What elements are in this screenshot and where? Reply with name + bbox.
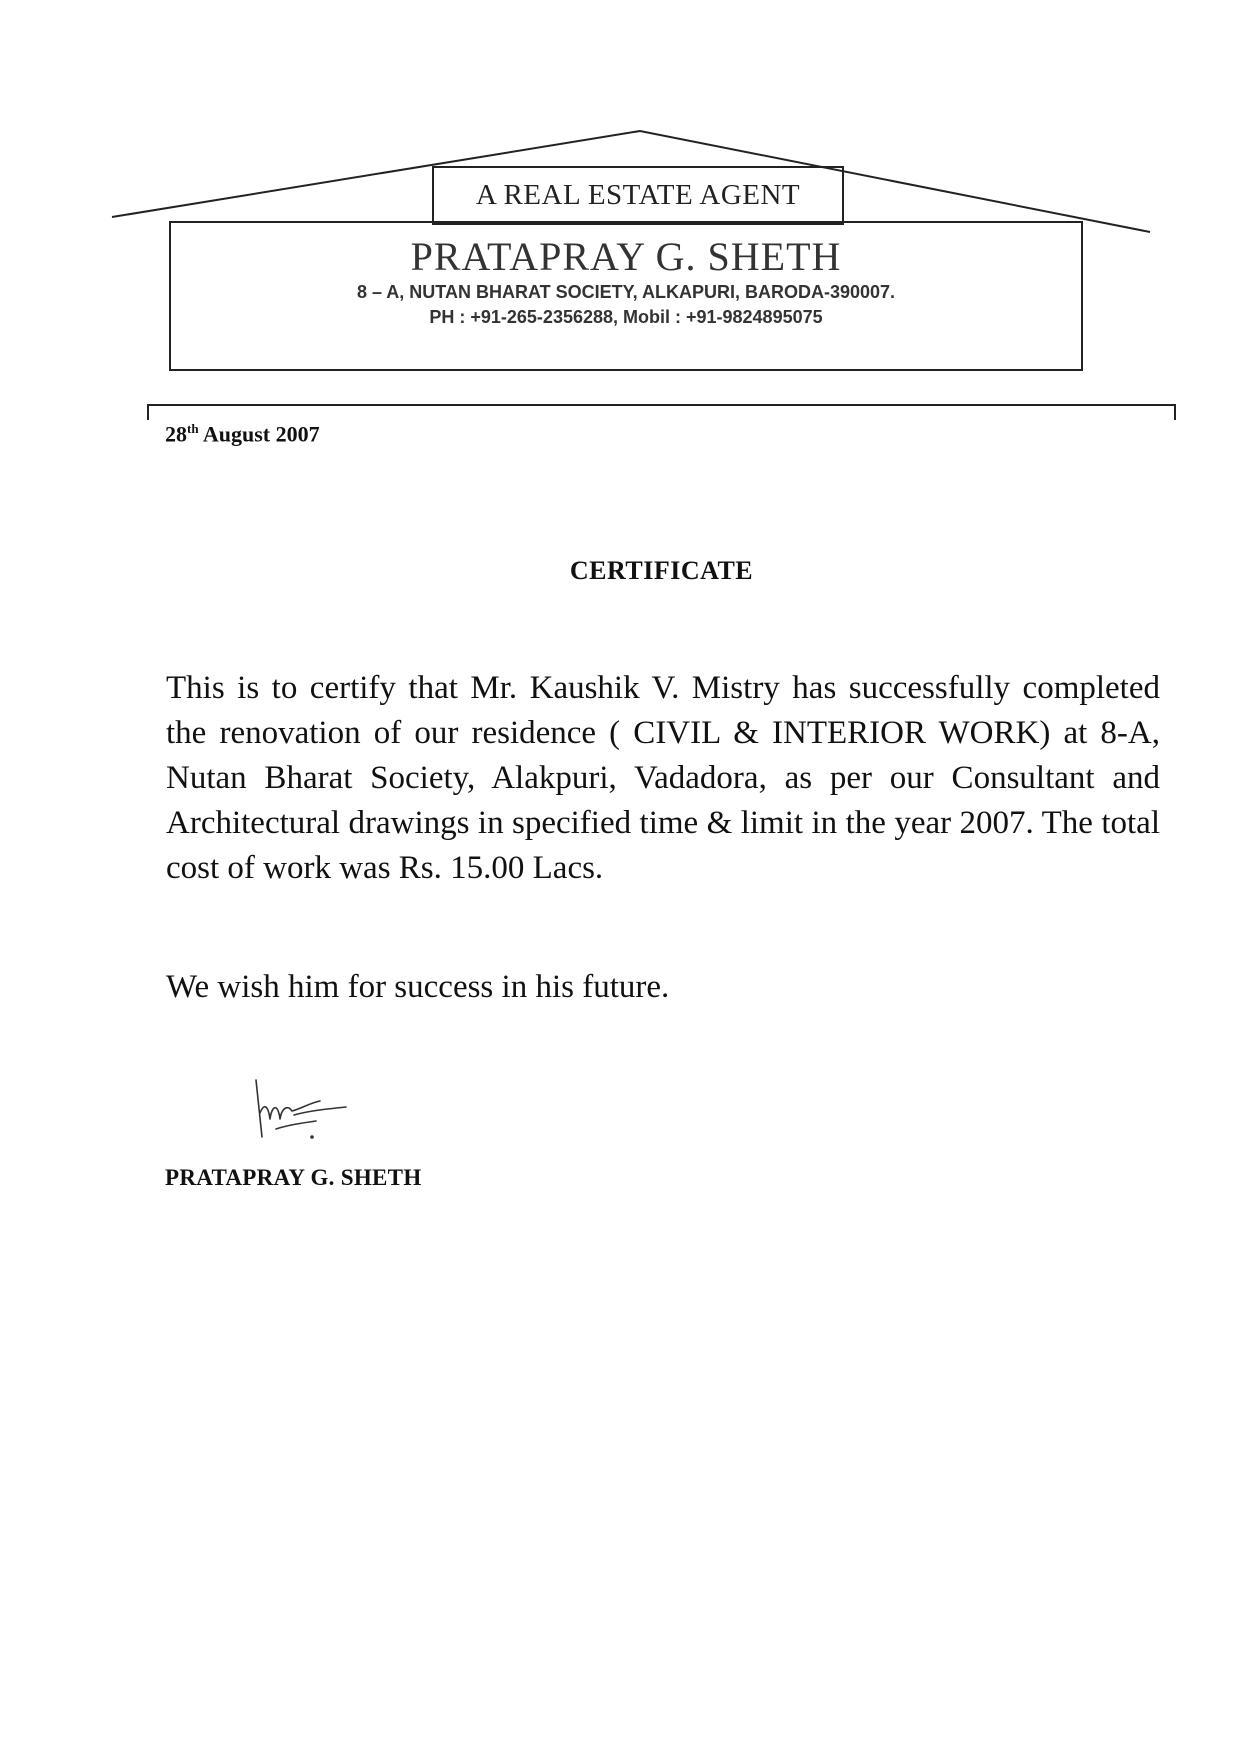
company-name: PRATAPRAY G. SHETH xyxy=(410,234,842,279)
date-day: 28 xyxy=(165,421,187,447)
certificate-body: This is to certify that Mr. Kaushik V. Mistry has successfully completed the renovation of our residence ( CIVIL & INTERIOR WORK) at 8-A, Nutan Bharat Society, Alakpuri, Vadadora, as per our Consultant and Architectural drawings in specified time & limit in the year 2007. The total cost of work was Rs. 15.00 Lacs. xyxy=(166,670,1160,886)
letterhead-tagline: A REAL ESTATE AGENT xyxy=(475,179,801,211)
certificate-closing: We wish him for success in his future. xyxy=(166,969,670,1005)
handwritten-signature xyxy=(248,1075,358,1155)
company-address: 8 – A, NUTAN BHARAT SOCIETY, ALKAPURI, BARODA-390007. xyxy=(356,282,896,302)
date-month-year: August 2007 xyxy=(198,421,320,447)
certificate-date xyxy=(165,421,320,447)
signer-name: PRATAPRAY G. SHETH xyxy=(165,1165,422,1190)
certificate-title: CERTIFICATE xyxy=(569,556,754,585)
date-suffix: th xyxy=(187,421,199,436)
company-phone: PH : +91-265-2356288, Mobil : +91-9824895075 xyxy=(429,307,823,327)
